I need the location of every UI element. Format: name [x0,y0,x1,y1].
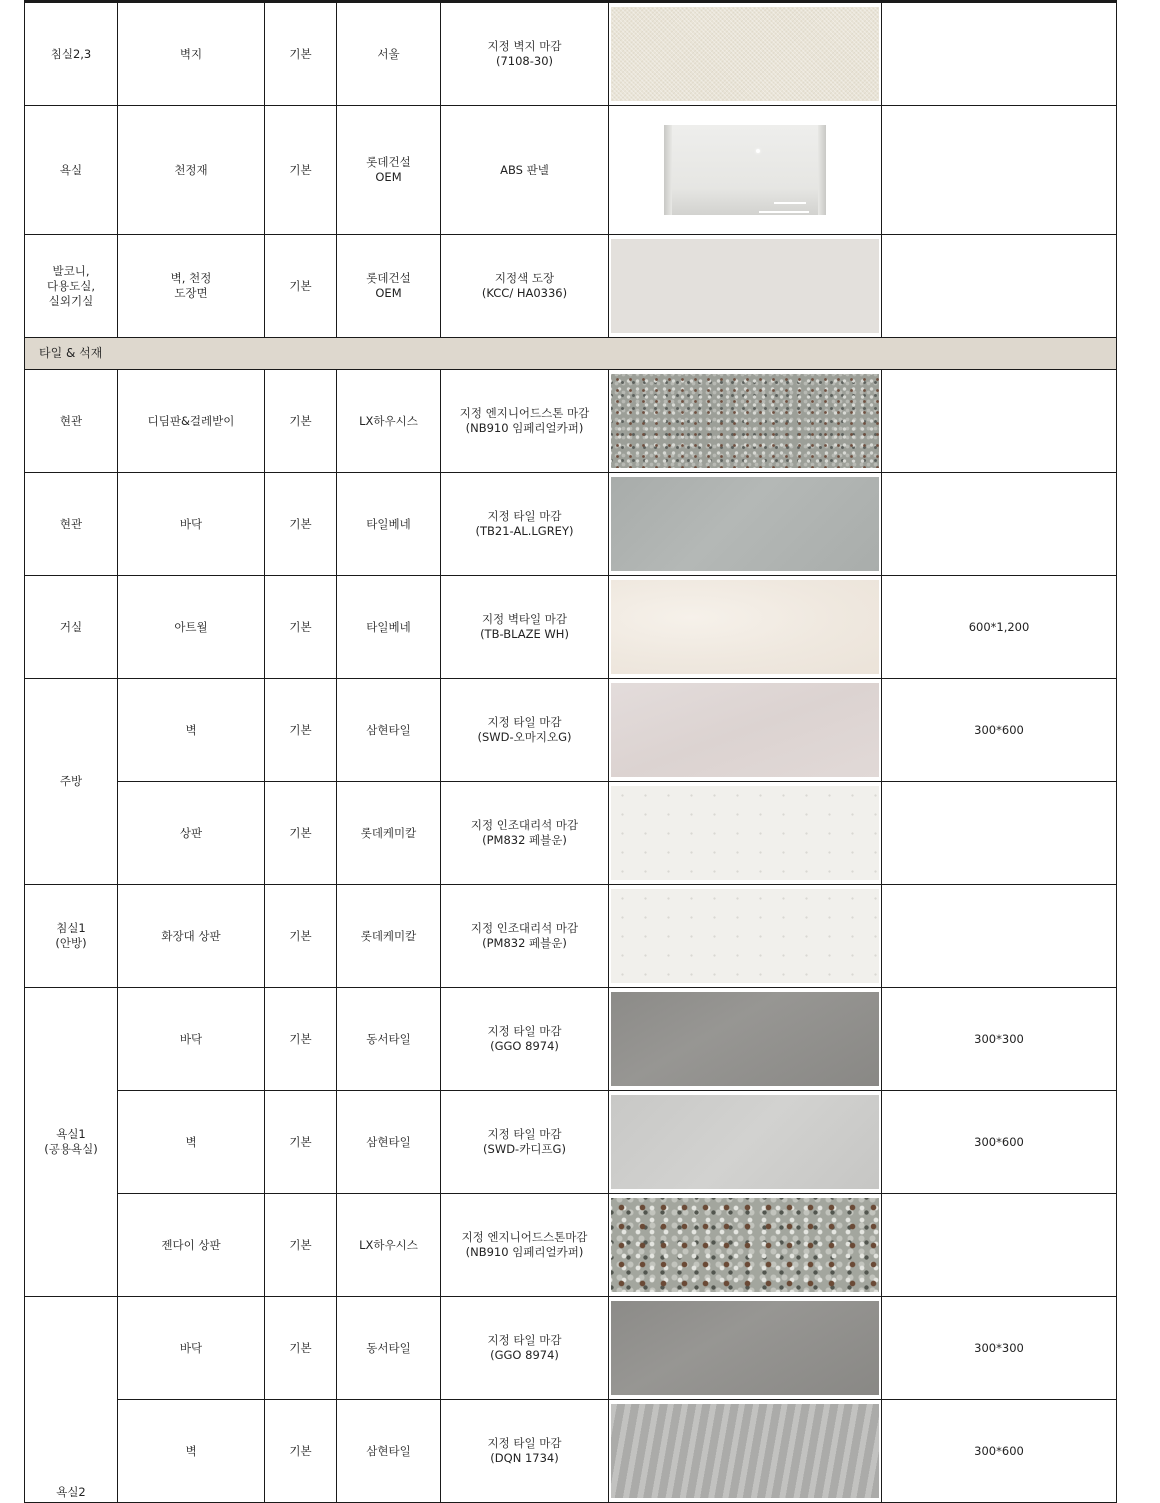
swatch-cell [609,1091,882,1194]
section-header-row [25,338,1117,370]
maker-cell: 삼현타일 [337,1091,441,1194]
spec-cell: 지정 벽타일 마감 (TB-BLAZE WH) [441,576,609,679]
note-cell [882,885,1117,988]
tile-swatch-image [611,477,879,571]
item-cell: 상판 [118,782,265,885]
swatch-cell [609,106,882,235]
maker-cell: LX하우시스 [337,370,441,473]
room-cell: 욕실2 [25,1297,118,1503]
table-row [25,1400,1117,1503]
note-cell [882,1194,1117,1297]
swatch-cell [609,3,882,106]
spec-cell: 지정 벽지 마감 (7108-30) [441,3,609,106]
note-cell [882,782,1117,885]
swatch-cell [609,782,882,885]
note-cell: 300*600 [882,679,1117,782]
type-cell: 기본 [265,1194,337,1297]
finish-schedule-sheet [24,0,1116,1499]
type-cell: 기본 [265,370,337,473]
section-title: 타일 & 석재 [25,338,1117,370]
swatch-cell [609,988,882,1091]
swatch-cell [609,370,882,473]
table-row [25,1297,1117,1400]
wallpaper-swatch-image [611,7,879,101]
spec-cell: 지정 엔지니어드스톤마감 (NB910 임페리얼카퍼) [441,1194,609,1297]
stone-swatch-image [611,889,879,983]
spec-cell: 지정 엔지니어드스톤 마감 (NB910 임페리얼카퍼) [441,370,609,473]
room-cell: 욕실 [25,106,118,235]
type-cell: 기본 [265,1297,337,1400]
maker-cell: 삼현타일 [337,679,441,782]
table-row [25,988,1117,1091]
table-row [25,885,1117,988]
type-cell: 기본 [265,885,337,988]
tile-swatch-image [611,992,879,1086]
swatch-cell [609,1400,882,1503]
room-cell: 거실 [25,576,118,679]
table-row [25,235,1117,338]
maker-cell: LX하우시스 [337,1194,441,1297]
spec-cell: 지정색 도장 (KCC/ HA0336) [441,235,609,338]
spec-cell: 지정 타일 마감 (TB21-AL.LGREY) [441,473,609,576]
table-row [25,106,1117,235]
note-cell [882,370,1117,473]
finish-schedule-table [24,0,1117,1503]
paint-swatch-image [611,239,879,333]
maker-cell: 롯데건설 OEM [337,106,441,235]
table-row [25,1091,1117,1194]
type-cell: 기본 [265,235,337,338]
note-cell: 300*600 [882,1400,1117,1503]
maker-cell: 서울 [337,3,441,106]
item-cell: 벽 [118,1091,265,1194]
maker-cell: 롯데케미칼 [337,885,441,988]
room-cell: 욕실1 (공용욕실) [25,988,118,1297]
maker-cell: 롯데케미칼 [337,782,441,885]
room-cell: 현관 [25,370,118,473]
maker-cell: 삼현타일 [337,1400,441,1503]
note-cell: 600*1,200 [882,576,1117,679]
spec-cell: ABS 판넬 [441,106,609,235]
maker-cell: 타일베네 [337,576,441,679]
item-cell: 천정재 [118,106,265,235]
swatch-cell [609,235,882,338]
spec-cell: 지정 인조대리석 마감 (PM832 페블운) [441,782,609,885]
note-cell: 300*600 [882,1091,1117,1194]
tile-swatch-image [611,1301,879,1395]
swatch-cell [609,1297,882,1400]
item-cell: 벽, 천정 도장면 [118,235,265,338]
tile-swatch-image [611,1404,879,1498]
room-cell: 주방 [25,679,118,885]
maker-cell: 롯데건설 OEM [337,235,441,338]
note-cell: 300*300 [882,1297,1117,1400]
table-row [25,679,1117,782]
item-cell: 아트월 [118,576,265,679]
item-cell: 벽지 [118,3,265,106]
table-row [25,1194,1117,1297]
item-cell: 벽 [118,1400,265,1503]
type-cell: 기본 [265,679,337,782]
tile-swatch-image [611,683,879,777]
note-cell [882,3,1117,106]
table-row [25,782,1117,885]
item-cell: 바닥 [118,473,265,576]
type-cell: 기본 [265,1400,337,1503]
swatch-cell [609,1194,882,1297]
spec-cell: 지정 타일 마감 (GGO 8974) [441,1297,609,1400]
tile-swatch-image [611,1095,879,1189]
item-cell: 화장대 상판 [118,885,265,988]
room-cell: 발코니, 다용도실, 실외기실 [25,235,118,338]
room-cell: 침실2,3 [25,3,118,106]
type-cell: 기본 [265,1091,337,1194]
stone-swatch-image [611,374,879,468]
type-cell: 기본 [265,576,337,679]
note-cell: 300*300 [882,988,1117,1091]
item-cell: 젠다이 상판 [118,1194,265,1297]
maker-cell: 동서타일 [337,988,441,1091]
item-cell: 바닥 [118,988,265,1091]
table-row [25,370,1117,473]
maker-cell: 동서타일 [337,1297,441,1400]
room-cell: 현관 [25,473,118,576]
spec-cell: 지정 타일 마감 (SWD-카디프G) [441,1091,609,1194]
maker-cell: 타일베네 [337,473,441,576]
table-row [25,473,1117,576]
type-cell: 기본 [265,782,337,885]
item-cell: 디딤판&걸레받이 [118,370,265,473]
type-cell: 기본 [265,988,337,1091]
swatch-cell [609,885,882,988]
tile-swatch-image [611,580,879,674]
spec-cell: 지정 인조대리석 마감 (PM832 페블운) [441,885,609,988]
swatch-cell [609,576,882,679]
note-cell [882,473,1117,576]
note-cell [882,235,1117,338]
room-cell: 침실1 (안방) [25,885,118,988]
type-cell: 기본 [265,3,337,106]
table-row [25,3,1117,106]
item-cell: 바닥 [118,1297,265,1400]
type-cell: 기본 [265,473,337,576]
swatch-cell [609,679,882,782]
spec-cell: 지정 타일 마감 (SWD-오마지오G) [441,679,609,782]
spec-cell: 지정 타일 마감 (GGO 8974) [441,988,609,1091]
stone-swatch-image [611,1198,879,1292]
stone-swatch-image [611,786,879,880]
swatch-cell [609,473,882,576]
item-cell: 벽 [118,679,265,782]
note-cell [882,106,1117,235]
bathroom-ceiling-image [611,123,879,217]
table-row [25,576,1117,679]
spec-cell: 지정 타일 마감 (DQN 1734) [441,1400,609,1503]
type-cell: 기본 [265,106,337,235]
